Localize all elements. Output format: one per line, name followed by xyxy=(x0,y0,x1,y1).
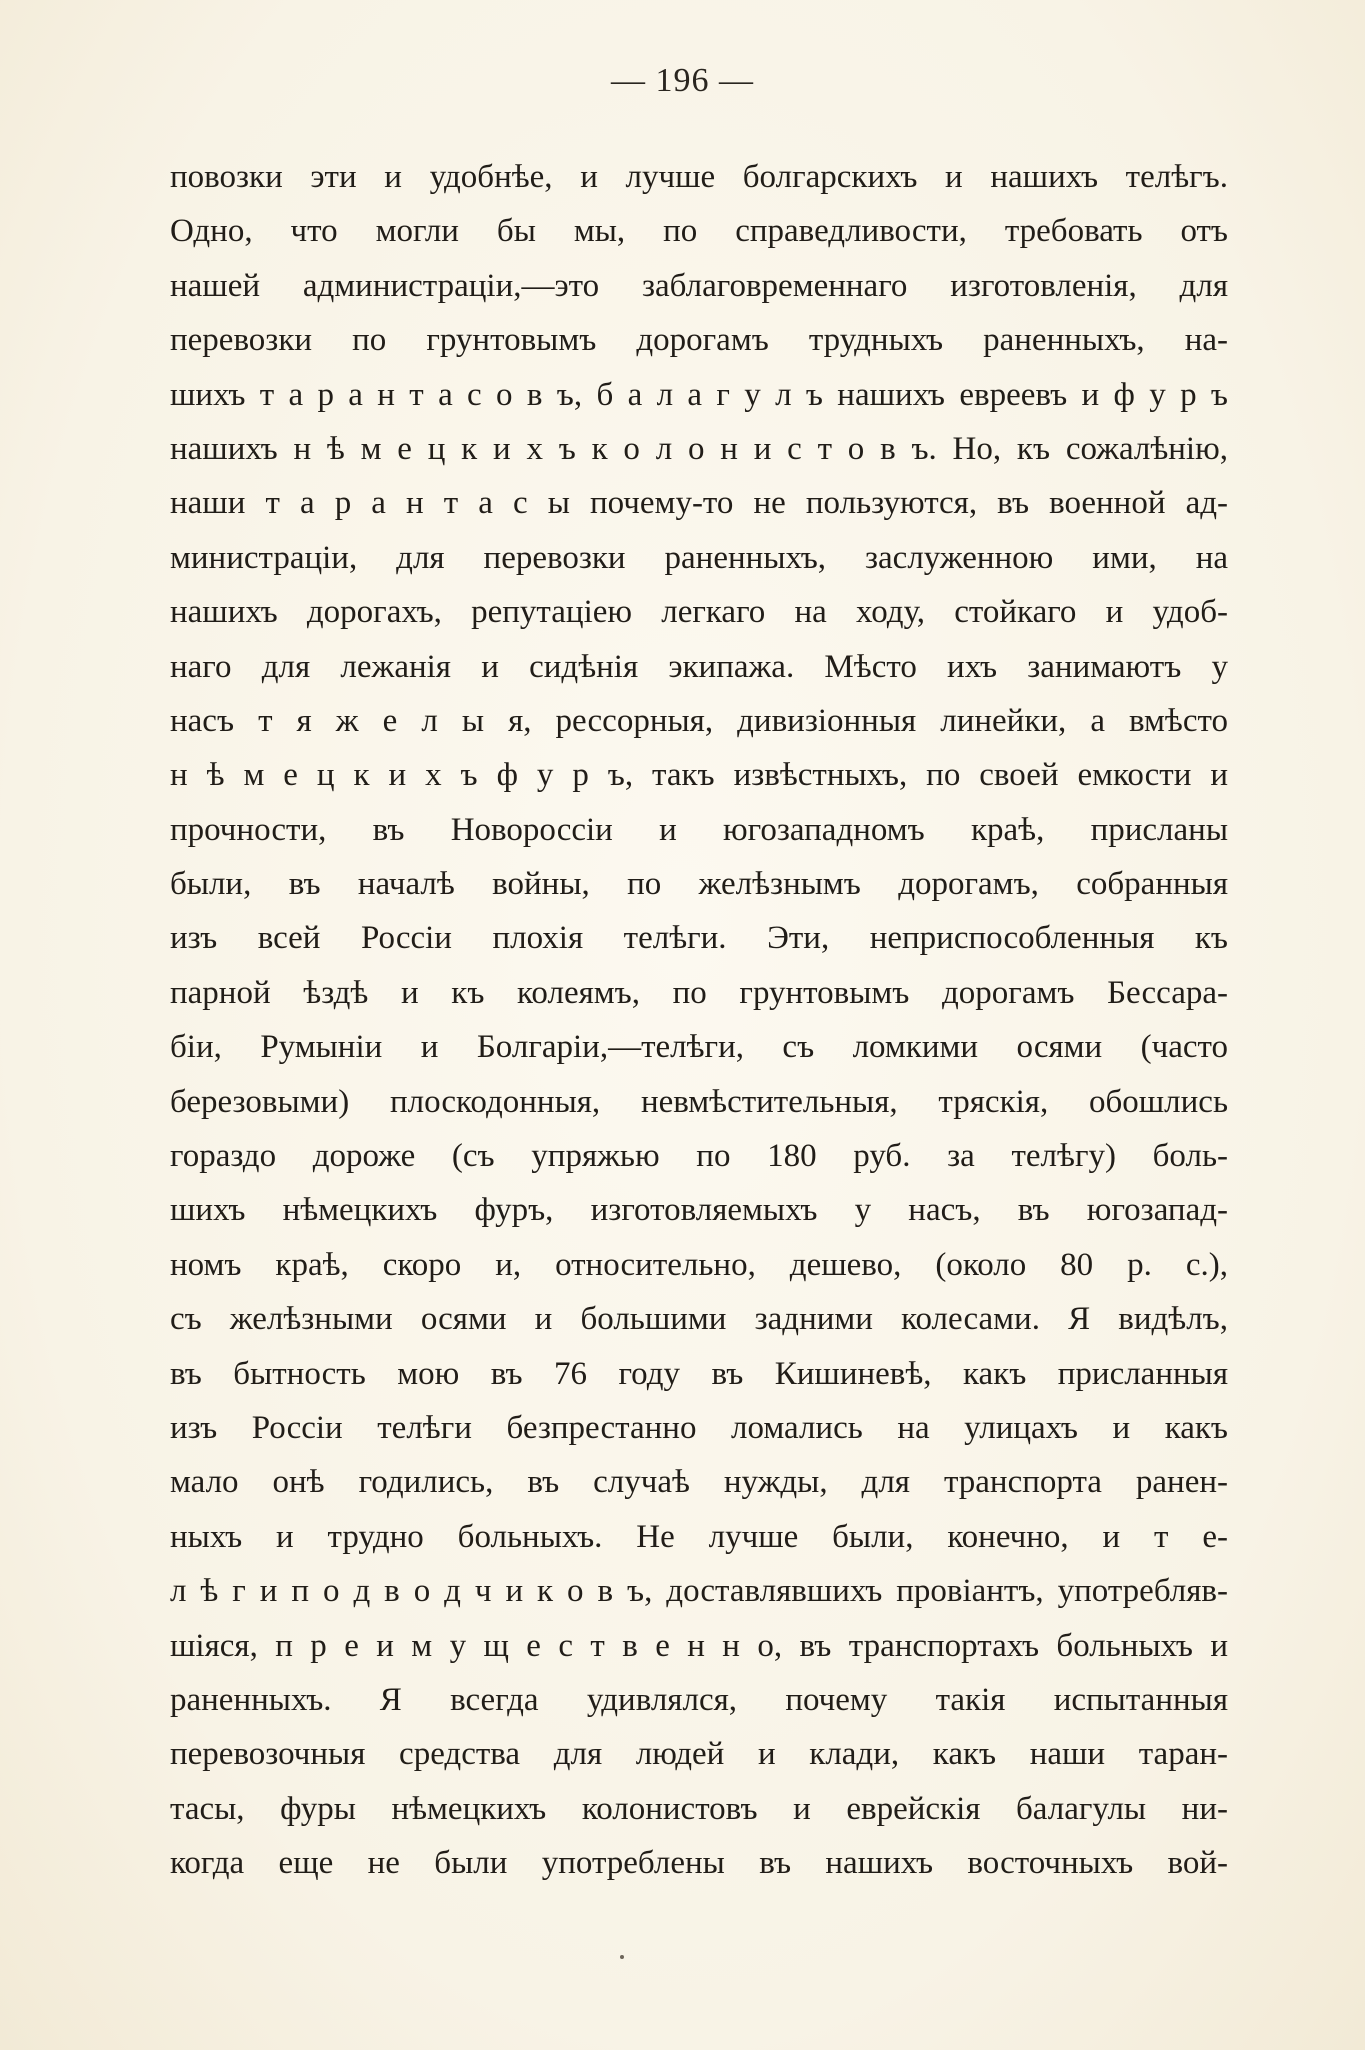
text-line-14: были, въ началѣ войны, по желѣзнымъ дорогамъ, собранныя xyxy=(170,866,1228,903)
text-line-1: повозки эти и удобнѣе, и лучше болгарскихъ и нашихъ телѣгъ. xyxy=(170,159,1228,195)
text-line-15: изъ всей Россіи плохія телѣги. Эти, неприспособленныя къ xyxy=(170,920,1228,957)
page-number: — 196 — xyxy=(611,62,754,99)
text-line-7: наши т а р а н т а с ы почему-то не пользуются, въ военной ад- xyxy=(170,485,1228,522)
text-line-4: перевозки по грунтовымъ дорогамъ трудныхъ раненныхъ, на- xyxy=(170,322,1228,359)
text-line-32: когда еще не были употреблены въ нашихъ восточныхъ вой- xyxy=(170,1845,1228,1882)
text-line-3: нашей администраціи,—это заблаговременнаго изготовленія, для xyxy=(170,267,1228,304)
ink-speck xyxy=(620,1955,624,1959)
text-line-17: біи, Румыніи и Болгаріи,—телѣги, съ ломкими осями (часто xyxy=(170,1029,1228,1066)
text-line-27: л ѣ г и п о д в о д ч и к о в ъ, доставлявшихъ провіантъ, употребляв- xyxy=(170,1573,1228,1610)
text-line-12: н ѣ м е ц к и х ъ ф у р ъ, такъ извѣстныхъ, по своей емкости и xyxy=(170,757,1228,794)
text-line-10: наго для лежанія и сидѣнія экипажа. Мѣсто ихъ занимаютъ у xyxy=(170,648,1228,685)
text-line-19: гораздо дороже (съ упряжью по 180 руб. за телѣгу) боль- xyxy=(170,1138,1228,1175)
text-line-24: изъ Россіи телѣги безпрестанно ломались на улицахъ и какъ xyxy=(170,1409,1228,1446)
body-text xyxy=(170,150,1228,1891)
text-line-30: перевозочныя средства для людей и клади, какъ наши таран- xyxy=(170,1736,1228,1773)
text-line-9: нашихъ дорогахъ, репутаціею легкаго на ходу, стойкаго и удоб- xyxy=(170,594,1228,631)
text-line-13: прочности, въ Новороссіи и югозападномъ краѣ, присланы xyxy=(170,811,1228,848)
text-line-26: ныхъ и трудно больныхъ. Не лучше были, конечно, и т е- xyxy=(170,1518,1228,1555)
text-line-28: шіяся, п р е и м у щ е с т в е н н о, въ транспортахъ больныхъ и xyxy=(170,1627,1228,1664)
text-line-20: шихъ нѣмецкихъ фуръ, изготовляемыхъ у насъ, въ югозапад- xyxy=(170,1192,1228,1229)
text-line-31: тасы, фуры нѣмецкихъ колонистовъ и еврейскія балагулы ни- xyxy=(170,1790,1228,1827)
text-line-25: мало онѣ годились, въ случаѣ нужды, для транспорта ранен- xyxy=(170,1464,1228,1501)
text-line-2: Одно, что могли бы мы, по справедливости, требовать отъ xyxy=(170,213,1228,250)
text-line-18: березовыми) плоскодонныя, невмѣстительныя, тряскія, обошлись xyxy=(170,1083,1228,1120)
text-line-29: раненныхъ. Я всегда удивлялся, почему такія испытанныя xyxy=(170,1681,1228,1718)
text-line-11: насъ т я ж е л ы я, рессорныя, дивизіонныя линейки, а вмѣсто xyxy=(170,702,1228,739)
text-line-5: шихъ т а р а н т а с о в ъ, б а л а г у л ъ нашихъ евреевъ и ф у р ъ xyxy=(170,376,1228,413)
text-line-8: министраціи, для перевозки раненныхъ, заслуженною ими, на xyxy=(170,539,1228,576)
text-line-6: нашихъ н ѣ м е ц к и х ъ к о л о н и с т о в ъ. Но, къ сожалѣнію, xyxy=(170,430,1228,467)
text-line-21: номъ краѣ, скоро и, относительно, дешево, (около 80 р. с.), xyxy=(170,1246,1228,1283)
text-line-16: парной ѣздѣ и къ колеямъ, по грунтовымъ дорогамъ Бессара- xyxy=(170,974,1228,1011)
text-line-22: съ желѣзными осями и большими задними колесами. Я видѣлъ, xyxy=(170,1301,1228,1338)
text-line-23: въ бытность мою въ 76 году въ Кишиневѣ, какъ присланныя xyxy=(170,1355,1228,1392)
